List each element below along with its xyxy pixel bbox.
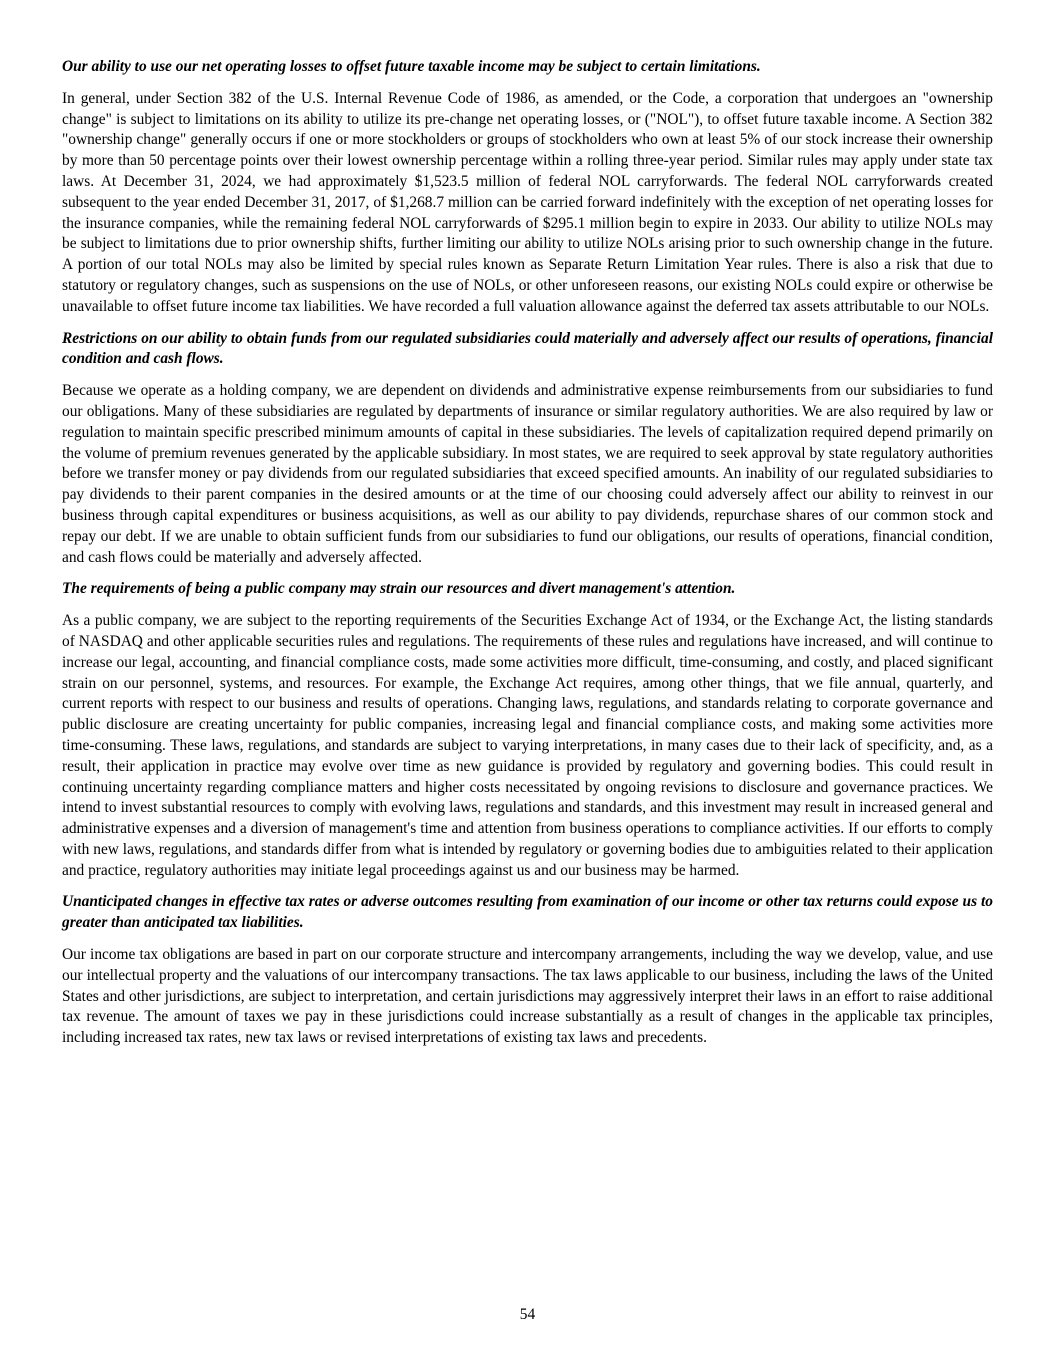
section-public-company [62, 579, 993, 881]
section-body: Because we operate as a holding company, we are dependent on dividends and administrative expense reimbursements from our subsidiaries to fund our obligations. Many of these subsidiaries are regulated by departments of insurance or similar regulatory authorities. We are also required by law or regulation to maintain specific prescribed minimum amounts of capital in these subsidiaries. The levels of capitalization required depend primarily on the volume of premium revenues generated by the applicable subsidiary. In most states, we are required to seek approval by state regulatory authorities before we transfer money or pay dividends from our regulated subsidiaries that exceed specified amounts. An inability of our regulated subsidiaries to pay dividends to their parent companies in the desired amounts or at the time of our choosing could adversely affect our ability to reinvest in our business through capital expenditures or business acquisitions, as well as our ability to pay dividends, repurchase shares of our common stock and repay our debt. If we are unable to obtain sufficient funds from our subsidiaries to fund our obligations, our results of operations, financial condition, and cash flows could be materially and adversely affected. [62, 382, 993, 566]
section-heading: The requirements of being a public company may strain our resources and divert management's attention. [62, 580, 736, 598]
section-nol-limitations [62, 57, 993, 318]
section-heading: Restrictions on our ability to obtain funds from our regulated subsidiaries could materially and adversely affect our results of operations, financial condition and cash flows. [62, 329, 993, 368]
section-heading: Our ability to use our net operating losses to offset future taxable income may be subject to certain limitations. [62, 58, 761, 75]
section-body: In general, under Section 382 of the U.S. Internal Revenue Code of 1986, as amended, or the Code, a corporation that undergoes an "ownership change" is subject to limitations on its ability to utilize its pre-change net operating losses, or ("NOL"), to offset future taxable income. A Section 382 "ownership change" generally occurs if one or more stockholders or groups of stockholders who own at least 5% of our stock increase their ownership by more than 50 percentage points over their lowest ownership percentage within a rolling three-year period. Similar rules may apply under state tax laws. At December 31, 2024, we had approximately $1,523.5 million of federal NOL carryforwards. The federal NOL carryforwards created subsequent to the year ended December 31, 2017, of $1,268.7 million can be carried forward indefinitely with the exception of net operating losses for the insurance companies, while the remaining federal NOL carryforwards of $295.1 million begin to expire in 2033. Our ability to utilize NOLs may be subject to limitations due to prior ownership shifts, further limiting our ability to utilize NOLs arising prior to such ownership change in the future. A portion of our total NOLs may also be limited by special rules known as Separate Return Limitation Year rules. There is also a risk that due to statutory or regulatory changes, such as suspensions on the use of NOLs, or other unforeseen reasons, our existing NOLs could expire or otherwise be unavailable to offset future income tax liabilities. We have recorded a full valuation allowance against the deferred tax assets attributable to our NOLs. [62, 89, 993, 315]
section-regulated-subsidiaries [62, 329, 993, 569]
section-tax-rates [62, 892, 993, 1049]
document-page [62, 57, 993, 1060]
page-number: 54 [519, 1306, 536, 1323]
section-heading: Unanticipated changes in effective tax rates or adverse outcomes resulting from examination of our income or other tax returns could expose us to greater than anticipated tax liabilities. [62, 893, 993, 932]
section-body: As a public company, we are subject to the reporting requirements of the Securities Exchange Act of 1934, or the Exchange Act, the listing standards of NASDAQ and other applicable securities rules and regulations. The requirements of these rules and regulations have increased, and will continue to increase our legal, accounting, and financial compliance costs, made some activities more difficult, time-consuming, and costly, and placed significant strain on our personnel, systems, and resources. For example, the Exchange Act requires, among other things, that we file annual, quarterly, and current reports with respect to our business and results of operations. Changing laws, regulations, and standards relating to corporate governance and public disclosure are creating uncertainty for public companies, increasing legal and financial compliance costs, and making some activities more time-consuming. These laws, regulations, and standards are subject to varying interpretations, in many cases due to their lack of specificity, and, as a result, their application in practice may evolve over time as new guidance is provided by regulatory and governing bodies. This could result in continuing uncertainty regarding compliance matters and higher costs necessitated by ongoing revisions to disclosure and governance practices. We intend to invest substantial resources to comply with evolving laws, regulations and standards, and this investment may result in increased general and administrative expenses and a diversion of management's time and attention from business operations to compliance activities. If our efforts to comply with new laws, regulations, and standards differ from what is intended by regulatory or governing bodies due to ambiguities related to their application and practice, regulatory authorities may initiate legal proceedings against us and our business may be harmed. [62, 612, 993, 879]
section-body: Our income tax obligations are based in part on our corporate structure and intercompany arrangements, including the way we develop, value, and use our intellectual property and the valuations of our intercompany transactions. The tax laws applicable to our business, including the laws of the United States and other jurisdictions, are subject to interpretation, and certain jurisdictions may aggressively interpret their laws in an effort to raise additional tax revenue. The amount of taxes we pay in these jurisdictions could increase substantially as a result of changes in the applicable tax principles, including increased tax rates, new tax laws or revised interpretations of existing tax laws and precedents. [62, 946, 993, 1047]
